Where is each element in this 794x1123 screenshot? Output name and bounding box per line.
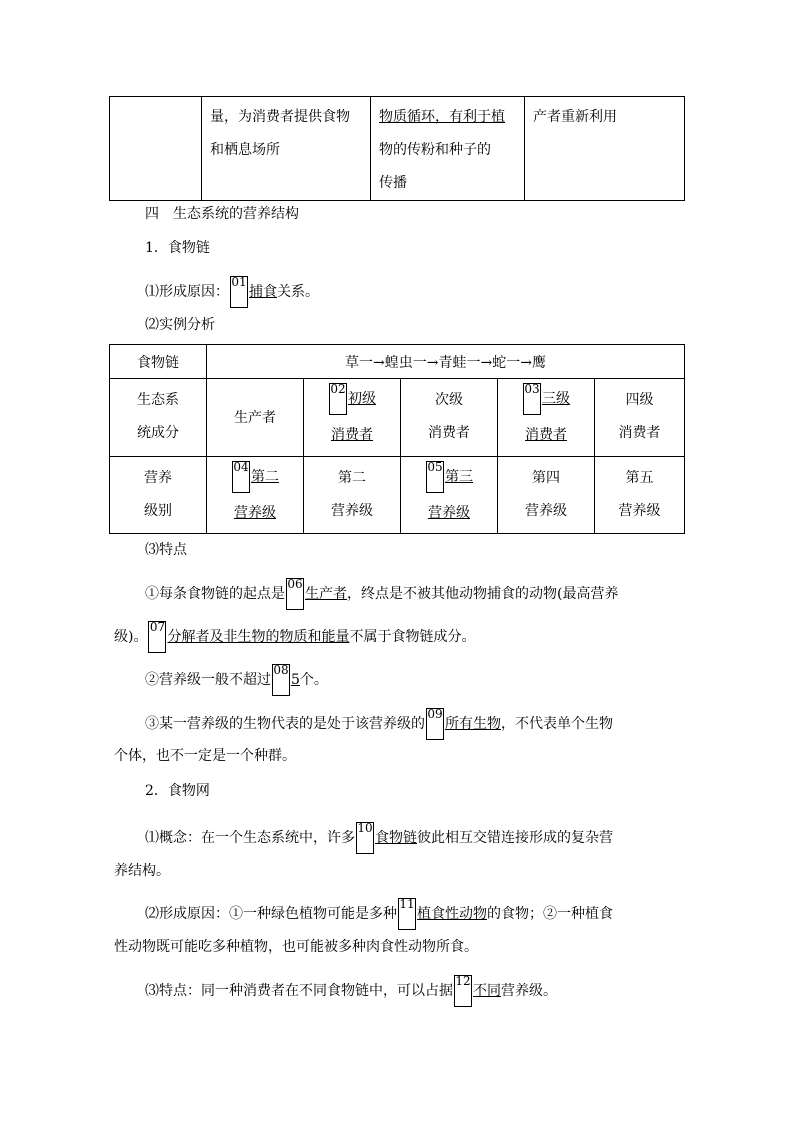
- feature-1: ①每条食物链的起点是 06 生产者，终点是不被其他动物捕食的动物(最高营养: [145, 578, 618, 610]
- cell-line: 产者重新利用: [533, 109, 617, 125]
- food-chain-table: [109, 344, 685, 534]
- top-table-col3: [371, 97, 525, 201]
- cell-producer: 生产者: [207, 379, 304, 456]
- cause-line: ⑴形成原因： 01 捕食关系。: [145, 276, 319, 308]
- cell-line: 量，为消费者提供食物: [210, 109, 350, 125]
- feature-2: ②营养级一般不超过 08 5个。: [145, 664, 328, 696]
- cell-level: 第二 营养级: [304, 456, 401, 533]
- food-chain-heading: 1．食物链: [145, 240, 210, 256]
- top-table-col2: [202, 97, 371, 201]
- food-web-heading: 2．食物网: [145, 783, 210, 799]
- web-feature: ⑶特点：同一种消费者在不同食物链中，可以占据 12 不同营养级。: [145, 975, 557, 1007]
- cell-line: 和栖息场所: [210, 142, 280, 158]
- features-heading: ⑶特点: [145, 542, 187, 558]
- top-table-col1: [110, 97, 202, 201]
- web-cause: ⑵形成原因：①一种绿色植物可能是多种 11 植食性动物的食物；②一种植食: [145, 898, 613, 930]
- cell-primary: 02 初级 消费者: [304, 379, 401, 456]
- feature-3-cont: 个体，也不一定是一个种群。: [114, 748, 296, 764]
- feature-3: ③某一营养级的生物代表的是处于该营养级的 09 所有生物，不代表单个生物: [145, 708, 613, 740]
- web-concept: ⑴概念：在一个生态系统中，许多 10 食物链彼此相互交错连接形成的复杂营: [145, 822, 613, 854]
- row-label: 生态系 统成分: [110, 379, 207, 456]
- answer-text: 捕食: [249, 284, 277, 300]
- cell-line: 物的传粉和种子的: [379, 142, 491, 158]
- food-chain-value: 草一→蝗虫一→青蛙一→蛇一→鹰: [207, 345, 685, 379]
- web-concept-cont: 养结构。: [114, 863, 170, 879]
- web-cause-cont: 性动物既可能吃多种植物，也可能被多种肉食性动物所食。: [114, 939, 478, 955]
- feature-1-cont: 级)。 07 分解者及非生物的物质和能量不属于食物链成分。: [114, 621, 475, 653]
- cell-level: 第四 营养级: [498, 456, 595, 533]
- cell-line: 传播: [379, 175, 407, 191]
- section-heading: 四 生态系统的营养结构: [145, 206, 299, 222]
- cell-tertiary: 03 三级 消费者: [498, 379, 595, 456]
- cell-secondary: 次级 消费者: [401, 379, 498, 456]
- cell-level: 04 第二 营养级: [207, 456, 304, 533]
- cell-quaternary: 四级 消费者: [595, 379, 685, 456]
- top-table-col4: [525, 97, 685, 201]
- answer-box: 01: [230, 276, 248, 308]
- top-table: [109, 96, 685, 201]
- example-heading: ⑵实例分析: [145, 317, 215, 333]
- cell-level: 05 第三 营养级: [401, 456, 498, 533]
- row-label: 营养 级别: [110, 456, 207, 533]
- cell-level: 第五 营养级: [595, 456, 685, 533]
- cell-line: 物质循环，有利于植: [379, 109, 505, 125]
- row-label: 食物链: [110, 345, 207, 379]
